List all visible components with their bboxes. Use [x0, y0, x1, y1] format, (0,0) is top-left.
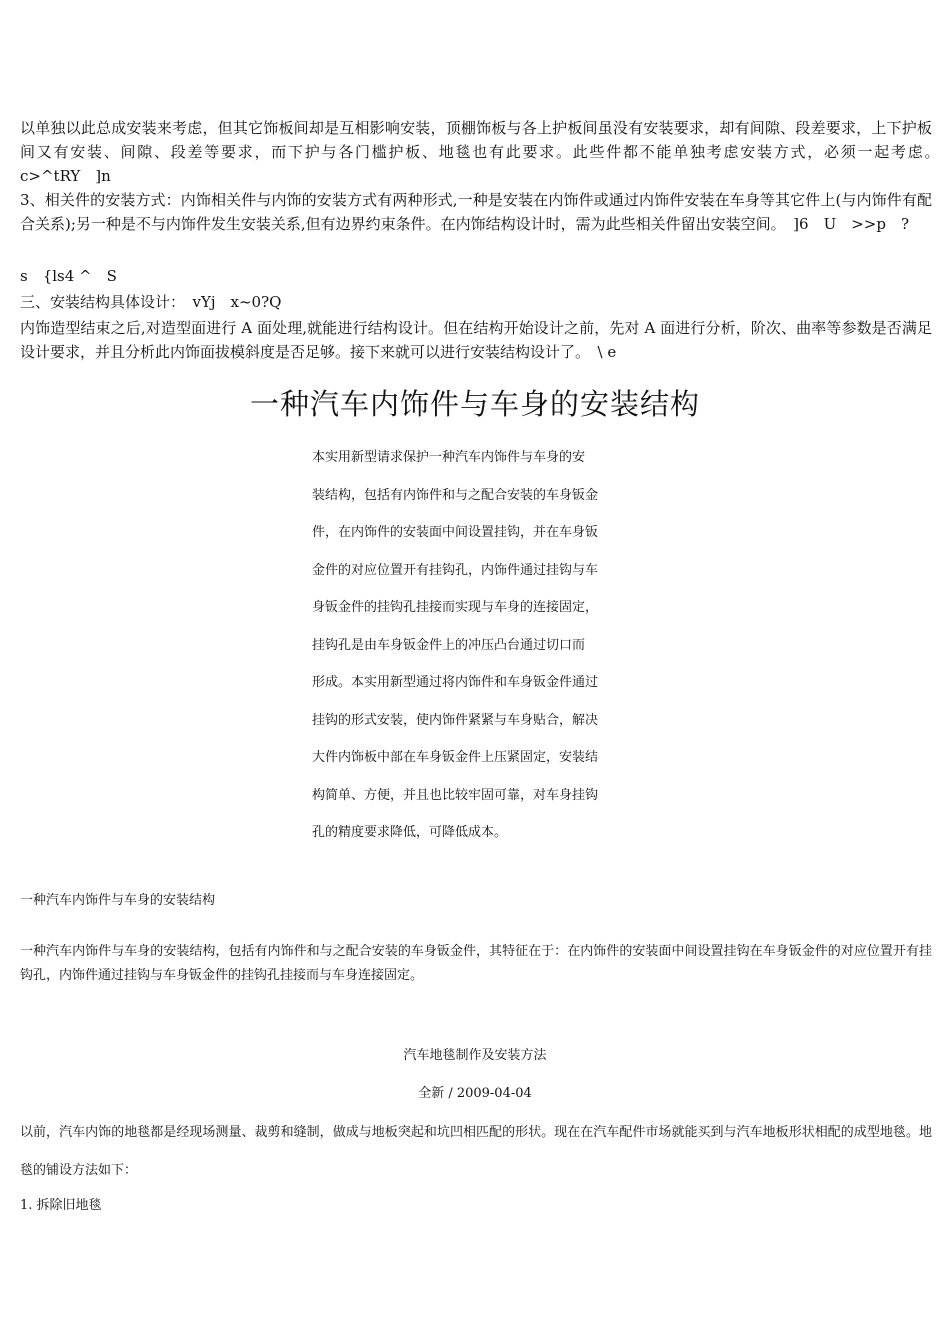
- claim-text: 一种汽车内饰件与车身的安装结构，包括有内饰件和与之配合安装的车身钣金件，其特征在于：在内饰件的安装面中间设置挂钩在车身钣金件的对应位置开有挂钩孔，内饰件通过挂钩与车身钣金件的挂钩孔挂接而与车身连接固定。: [20, 944, 932, 983]
- abstract-line: 挂钩的形式安装，使内饰件紧紧与车身贴合，解决: [312, 712, 599, 728]
- paragraph-joint-consideration: 以单独以此总成安装来考虑，但其它饰板间却是互相影响安装，顶棚饰板与各上护板间虽没有安装要求，却有间隙、段差要求，上下护板间又有安装、间隙、段差等要求，而下护与各门槛护板、地毯也有此要求。此些件都不能单独考虑安装方式，必须一起考虑。 c>^tRY ]n: [20, 119, 948, 185]
- abstract-line: 件，在内饰件的安装面中间设置挂钩，并在车身钣: [312, 525, 599, 540]
- carpet-intro-paragraph: 以前，汽车内饰的地毯都是经现场测量、裁剪和缝制，做成与地板突起和坑凹相匹配的形状。现在在汽车配件市场就能买到与汽车地板形状相配的成型地毯。地毯的铺设方法如下：: [20, 1125, 932, 1178]
- paragraph-a-surface: 内饰造型结束之后,对造型面进行 A 面处理,就能进行结构设计。但在结构开始设计之前，先对 A 面进行分析，阶次、曲率等参数是否满足设计要求，并且分析此内饰面拔模斜度是否足够。接下来就可以进行安装结构设计了。 \ e: [20, 319, 932, 361]
- abstract-block: [312, 448, 642, 861]
- section-heading-structure-design: 三、安装结构具体设计： vYj x~0?Q: [20, 293, 282, 311]
- abstract-line: 构简单、方便，并且也比较牢固可靠，对车身挂钩: [312, 787, 599, 803]
- garbled-line: s {ls4 ^ S: [20, 267, 117, 285]
- abstract-line: 形成。本实用新型通过将内饰件和车身钣金件通过: [312, 675, 599, 690]
- claim-title: 一种汽车内饰件与车身的安装结构: [20, 893, 216, 908]
- carpet-section-meta: 全新 / 2009-04-04: [418, 1086, 532, 1101]
- abstract-line: 大件内饰板中部在车身钣金件上压紧固定，安装结: [312, 750, 599, 765]
- paragraph-related-parts: 3、相关件的安装方式：内饰相关件与内饰的安装方式有两种形式,一种是安装在内饰件或通过内饰件安装在车身等其它件上(与内饰件有配合关系);另一种是不与内饰件发生安装关系,但有边界约束条件。在内饰结构设计时，需为此些相关件留出安装空间。 ]6 U >>p ?: [20, 191, 932, 233]
- abstract-line: 本实用新型请求保护一种汽车内饰件与车身的安: [312, 450, 586, 465]
- carpet-step-1: 1. 拆除旧地毯: [20, 1198, 102, 1213]
- abstract-line: 身钣金件的挂钩孔挂接而实现与车身的连接固定，: [312, 600, 599, 615]
- abstract-line: 孔的精度要求降低，可降低成本。: [312, 825, 508, 840]
- abstract-line: 挂钩孔是由车身钣金件上的冲压凸台通过切口而: [312, 637, 586, 653]
- abstract-line: 装结构，包括有内饰件和与之配合安装的车身钣金: [312, 487, 599, 503]
- abstract-line: 金件的对应位置开有挂钩孔，内饰件通过挂钩与车: [312, 562, 599, 578]
- main-title: 一种汽车内饰件与车身的安装结构: [249, 387, 700, 421]
- carpet-section-title: 汽车地毯制作及安装方法: [403, 1048, 547, 1063]
